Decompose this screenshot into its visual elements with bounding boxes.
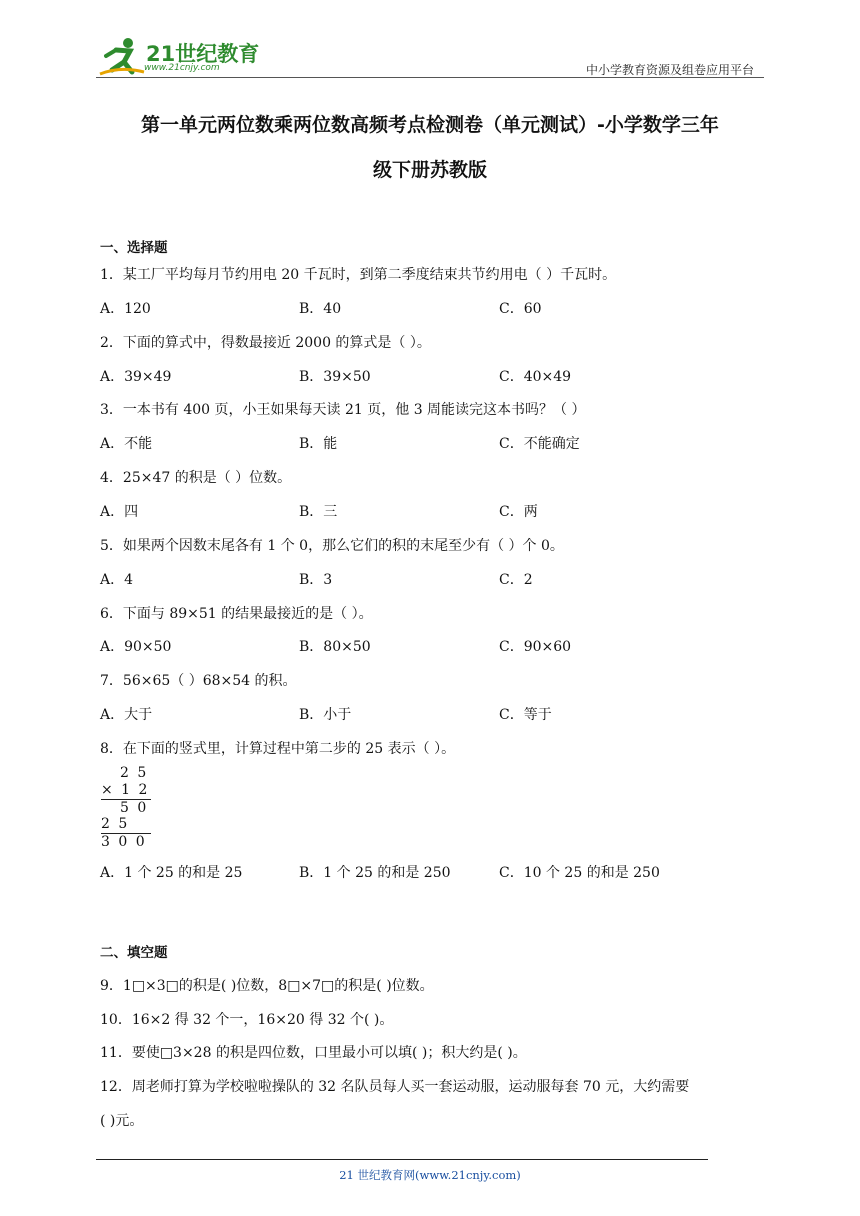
question-1-option-c: C．60 bbox=[499, 301, 542, 317]
logo-url: www.21cnjy.com bbox=[144, 63, 220, 73]
footer-divider bbox=[96, 1159, 708, 1160]
question-3: 3．一本书有 400 页，小王如果每天读 21 页，他 3 周能读完这本书吗？（ ） bbox=[100, 402, 586, 418]
question-4-option-a: A．四 bbox=[100, 504, 139, 520]
question-6-option-c: C．90×60 bbox=[499, 639, 572, 655]
section-heading-choice: 一、选择题 bbox=[100, 240, 168, 256]
section-heading-fill: 二、填空题 bbox=[100, 945, 168, 961]
question-12-continued: ( )元。 bbox=[100, 1113, 144, 1129]
question-4-option-b: B．三 bbox=[299, 504, 338, 520]
question-7-option-c: C．等于 bbox=[499, 707, 552, 723]
question-1-option-a: A．120 bbox=[100, 301, 151, 317]
platform-text: 中小学教育资源及组卷应用平台 bbox=[585, 63, 754, 77]
question-12: 12．周老师打算为学校啦啦操队的 32 名队员每人买一套运动服，运动服每套 70 元，大约需要 bbox=[100, 1079, 690, 1095]
question-2-option-b: B．39×50 bbox=[299, 369, 371, 385]
question-8-option-a: A．1 个 25 的和是 25 bbox=[100, 865, 243, 881]
question-8-option-b: B．1 个 25 的和是 250 bbox=[299, 865, 451, 881]
page-title-line1: 第一单元两位数乘两位数高频考点检测卷（单元测试）-小学数学三年 bbox=[141, 114, 719, 136]
question-4: 4．25×47 的积是（ ）位数。 bbox=[100, 470, 292, 486]
vertical-row-1: 2 5 bbox=[120, 765, 149, 781]
question-3-option-a: A．不能 bbox=[100, 436, 153, 452]
question-5: 5．如果两个因数末尾各有 1 个 0，那么它们的积的末尾至少有（ ）个 0。 bbox=[100, 538, 564, 554]
page-title-line2: 级下册苏教版 bbox=[372, 159, 487, 181]
question-6-option-a: A．90×50 bbox=[100, 639, 172, 655]
question-1-option-b: B．40 bbox=[299, 301, 342, 317]
question-5-option-a: A．4 bbox=[100, 572, 134, 588]
question-4-option-c: C．两 bbox=[499, 504, 538, 520]
question-3-option-b: B．能 bbox=[299, 436, 338, 452]
question-8-option-c: C．10 个 25 的和是 250 bbox=[499, 865, 660, 881]
vertical-row-2: × 1 2 bbox=[101, 782, 150, 798]
footer-text: 21 世纪教育网(www.21cnjy.com) bbox=[339, 1168, 521, 1182]
question-10: 10．16×2 得 32 个一，16×20 得 32 个( )。 bbox=[100, 1012, 394, 1028]
question-7: 7．56×65（ ）68×54 的积。 bbox=[100, 673, 297, 689]
question-9: 9．1□×3□的积是( )位数，8□×7□的积是( )位数。 bbox=[100, 978, 434, 994]
question-6-option-b: B．80×50 bbox=[299, 639, 371, 655]
question-2-option-a: A．39×49 bbox=[100, 369, 172, 385]
question-5-option-b: B．3 bbox=[299, 572, 333, 588]
question-11: 11．要使□3×28 的积是四位数，口里最小可以填( )；积大约是( )。 bbox=[100, 1045, 527, 1061]
vertical-row-3: 5 0 bbox=[120, 800, 149, 816]
vertical-row-4: 2 5 bbox=[101, 816, 130, 832]
vertical-row-5: 3 0 0 bbox=[101, 834, 147, 850]
question-2-option-c: C．40×49 bbox=[499, 369, 572, 385]
logo bbox=[96, 36, 266, 78]
question-7-option-b: B．小于 bbox=[299, 707, 352, 723]
question-5-option-c: C．2 bbox=[499, 572, 533, 588]
question-7-option-a: A．大于 bbox=[100, 707, 153, 723]
question-3-option-c: C．不能确定 bbox=[499, 436, 580, 452]
runner-logo-icon bbox=[96, 36, 146, 78]
header-divider bbox=[96, 77, 764, 78]
question-6: 6．下面与 89×51 的结果最接近的是（ ）。 bbox=[100, 606, 373, 622]
question-8: 8．在下面的竖式里，计算过程中第二步的 25 表示（ ）。 bbox=[100, 741, 456, 757]
question-2: 2．下面的算式中，得数最接近 2000 的算式是（ ）。 bbox=[100, 335, 431, 351]
question-1: 1．某工厂平均每月节约用电 20 千瓦时，到第二季度结束共节约用电（ ）千瓦时。 bbox=[100, 267, 617, 283]
logo-brand: 21世纪教育 bbox=[146, 42, 260, 66]
